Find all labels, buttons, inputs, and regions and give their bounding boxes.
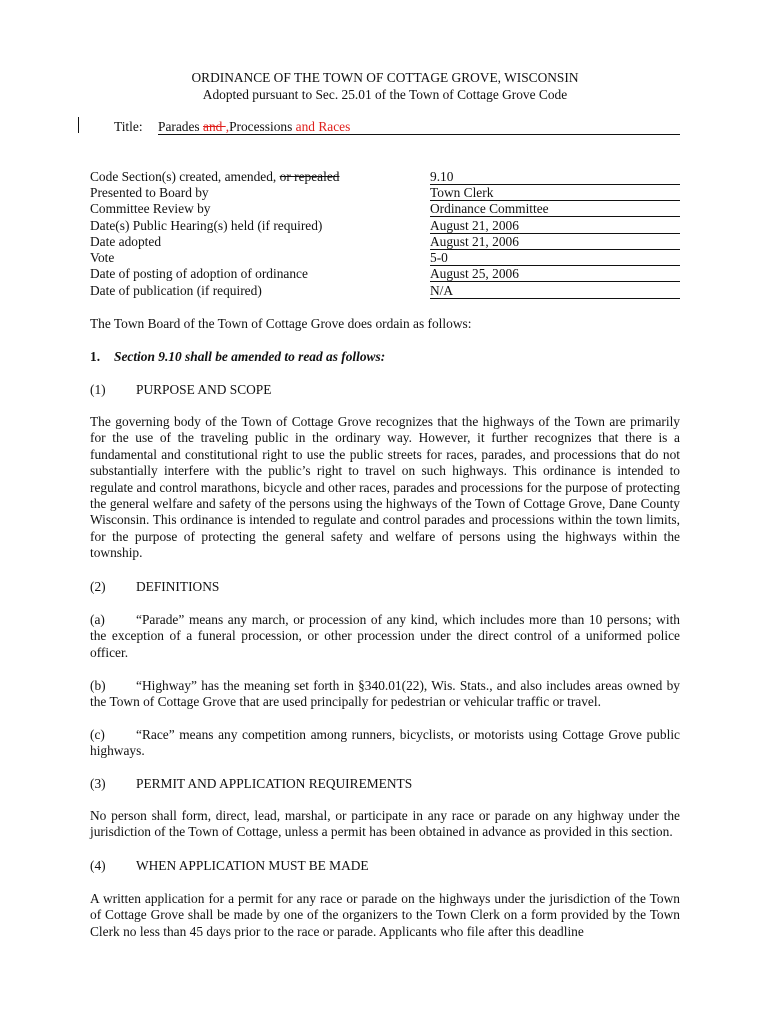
posting-label: Date of posting of adoption of ordinance: [90, 266, 308, 281]
code-section-struck: or repealed: [279, 169, 340, 184]
subsection-4-number: (4): [90, 858, 106, 873]
section-number: 1.: [90, 349, 101, 364]
subsection-4-heading: [90, 858, 369, 874]
publication-label: Date of publication (if required): [90, 283, 262, 298]
vote-value: 5-0: [430, 250, 680, 266]
application-paragraph: A written application for a permit for any race or parade on the highways under the jurisdiction of the Town of Cottage Grove shall be made by one of the organizers to the Town Clerk on a form provided by the Town Clerk no less than 45 days prior to the race or parade. Applicants who file after this deadline: [90, 891, 680, 939]
code-section-label-text: Code Section(s) created, amended,: [90, 169, 277, 184]
definition-b: [90, 678, 680, 711]
ordinance-subheading: Adopted pursuant to Sec. 25.01 of the Town of Cottage Grove Code: [202, 87, 568, 102]
definition-a-number: (a): [90, 612, 105, 627]
change-bar: [78, 117, 79, 133]
title-processions: Processions: [229, 119, 293, 134]
subsection-4-title: WHEN APPLICATION MUST BE MADE: [136, 858, 369, 873]
ordain-statement: The Town Board of the Town of Cottage Grove does ordain as follows:: [90, 316, 472, 331]
definition-c: [90, 727, 680, 760]
subsection-1-heading: [90, 382, 271, 398]
vote-label: Vote: [90, 250, 115, 265]
title-label: Title:: [114, 119, 143, 134]
section-heading: [90, 349, 385, 365]
code-section-label: [90, 169, 340, 185]
title-inserted-comma: ,: [225, 119, 230, 134]
subsection-2-title: DEFINITIONS: [136, 579, 220, 594]
adopted-label: Date adopted: [90, 234, 162, 249]
title-parades: Parades: [158, 119, 200, 134]
definition-b-text: “Highway” has the meaning set forth in §340.01(22), Wis. Stats., and also includes areas owned by the Town of Cottage Grove that are used principally for pedestrian or vehicular traffic or travel.: [90, 678, 680, 710]
hearing-label: Date(s) Public Hearing(s) held (if required): [90, 218, 323, 233]
presented-label: Presented to Board by: [90, 185, 209, 200]
hearing-value: August 21, 2006: [430, 218, 680, 234]
subsection-1-number: (1): [90, 382, 106, 397]
section-title: Section 9.10 shall be amended to read as follows:: [114, 349, 386, 364]
definition-a-text: “Parade” means any march, or procession of any kind, which includes more than 10 persons; with the exception of a funeral procession, or other procession under the direct control of a uniformed police officer.: [90, 612, 680, 660]
presented-value: Town Clerk: [430, 185, 680, 201]
subsection-3-title: PERMIT AND APPLICATION REQUIREMENTS: [136, 776, 413, 791]
committee-label: Committee Review by: [90, 201, 211, 216]
subsection-2-heading: [90, 579, 219, 595]
subsection-2-number: (2): [90, 579, 106, 594]
subsection-1-title: PURPOSE AND SCOPE: [136, 382, 272, 397]
definition-c-number: (c): [90, 727, 105, 742]
permit-paragraph: No person shall form, direct, lead, marshal, or participate in any race or parade on any highway under the jurisdiction of the Town of Cottage, unless a permit has been obtained in advance as provided in this section.: [90, 808, 680, 840]
title-struck-and: and: [203, 119, 226, 134]
title-inserted-races: and Races: [292, 119, 351, 134]
purpose-paragraph: The governing body of the Town of Cottage Grove recognizes that the highways of the Town are primarily for the use of the traveling public in the ordinary way. However, it further recognizes that there is a fundamental and constitutional right to use the public streets for races, parades, and processions that do not substantially interfere with the public’s right to travel on such highways. This ordinance is intended to regulate and control marathons, bicycle and other races, parades and processions for the purpose of protecting the general welfare and safety of the persons using the highways of the Town of Cottage Grove, Dane County Wisconsin. This ordinance is intended to regulate and control parades and processions within the town limits, for the purpose of protecting the general safety and welfare of persons using the highways within the township.: [90, 414, 680, 561]
adopted-value: August 21, 2006: [430, 234, 680, 250]
definition-c-text: “Race” means any competition among runners, bicyclists, or motorists using Cottage Grove public highways.: [90, 727, 680, 759]
publication-value: N/A: [430, 283, 680, 299]
subsection-3-number: (3): [90, 776, 106, 791]
title-value: [158, 119, 680, 135]
posting-value: August 25, 2006: [430, 266, 680, 282]
definition-b-number: (b): [90, 678, 106, 693]
code-section-value: 9.10: [430, 169, 680, 185]
definition-a: [90, 612, 680, 661]
committee-value: Ordinance Committee: [430, 201, 680, 217]
ordinance-heading: ORDINANCE OF THE TOWN OF COTTAGE GROVE, WISCONSIN: [191, 70, 579, 85]
subsection-3-heading: [90, 776, 412, 792]
